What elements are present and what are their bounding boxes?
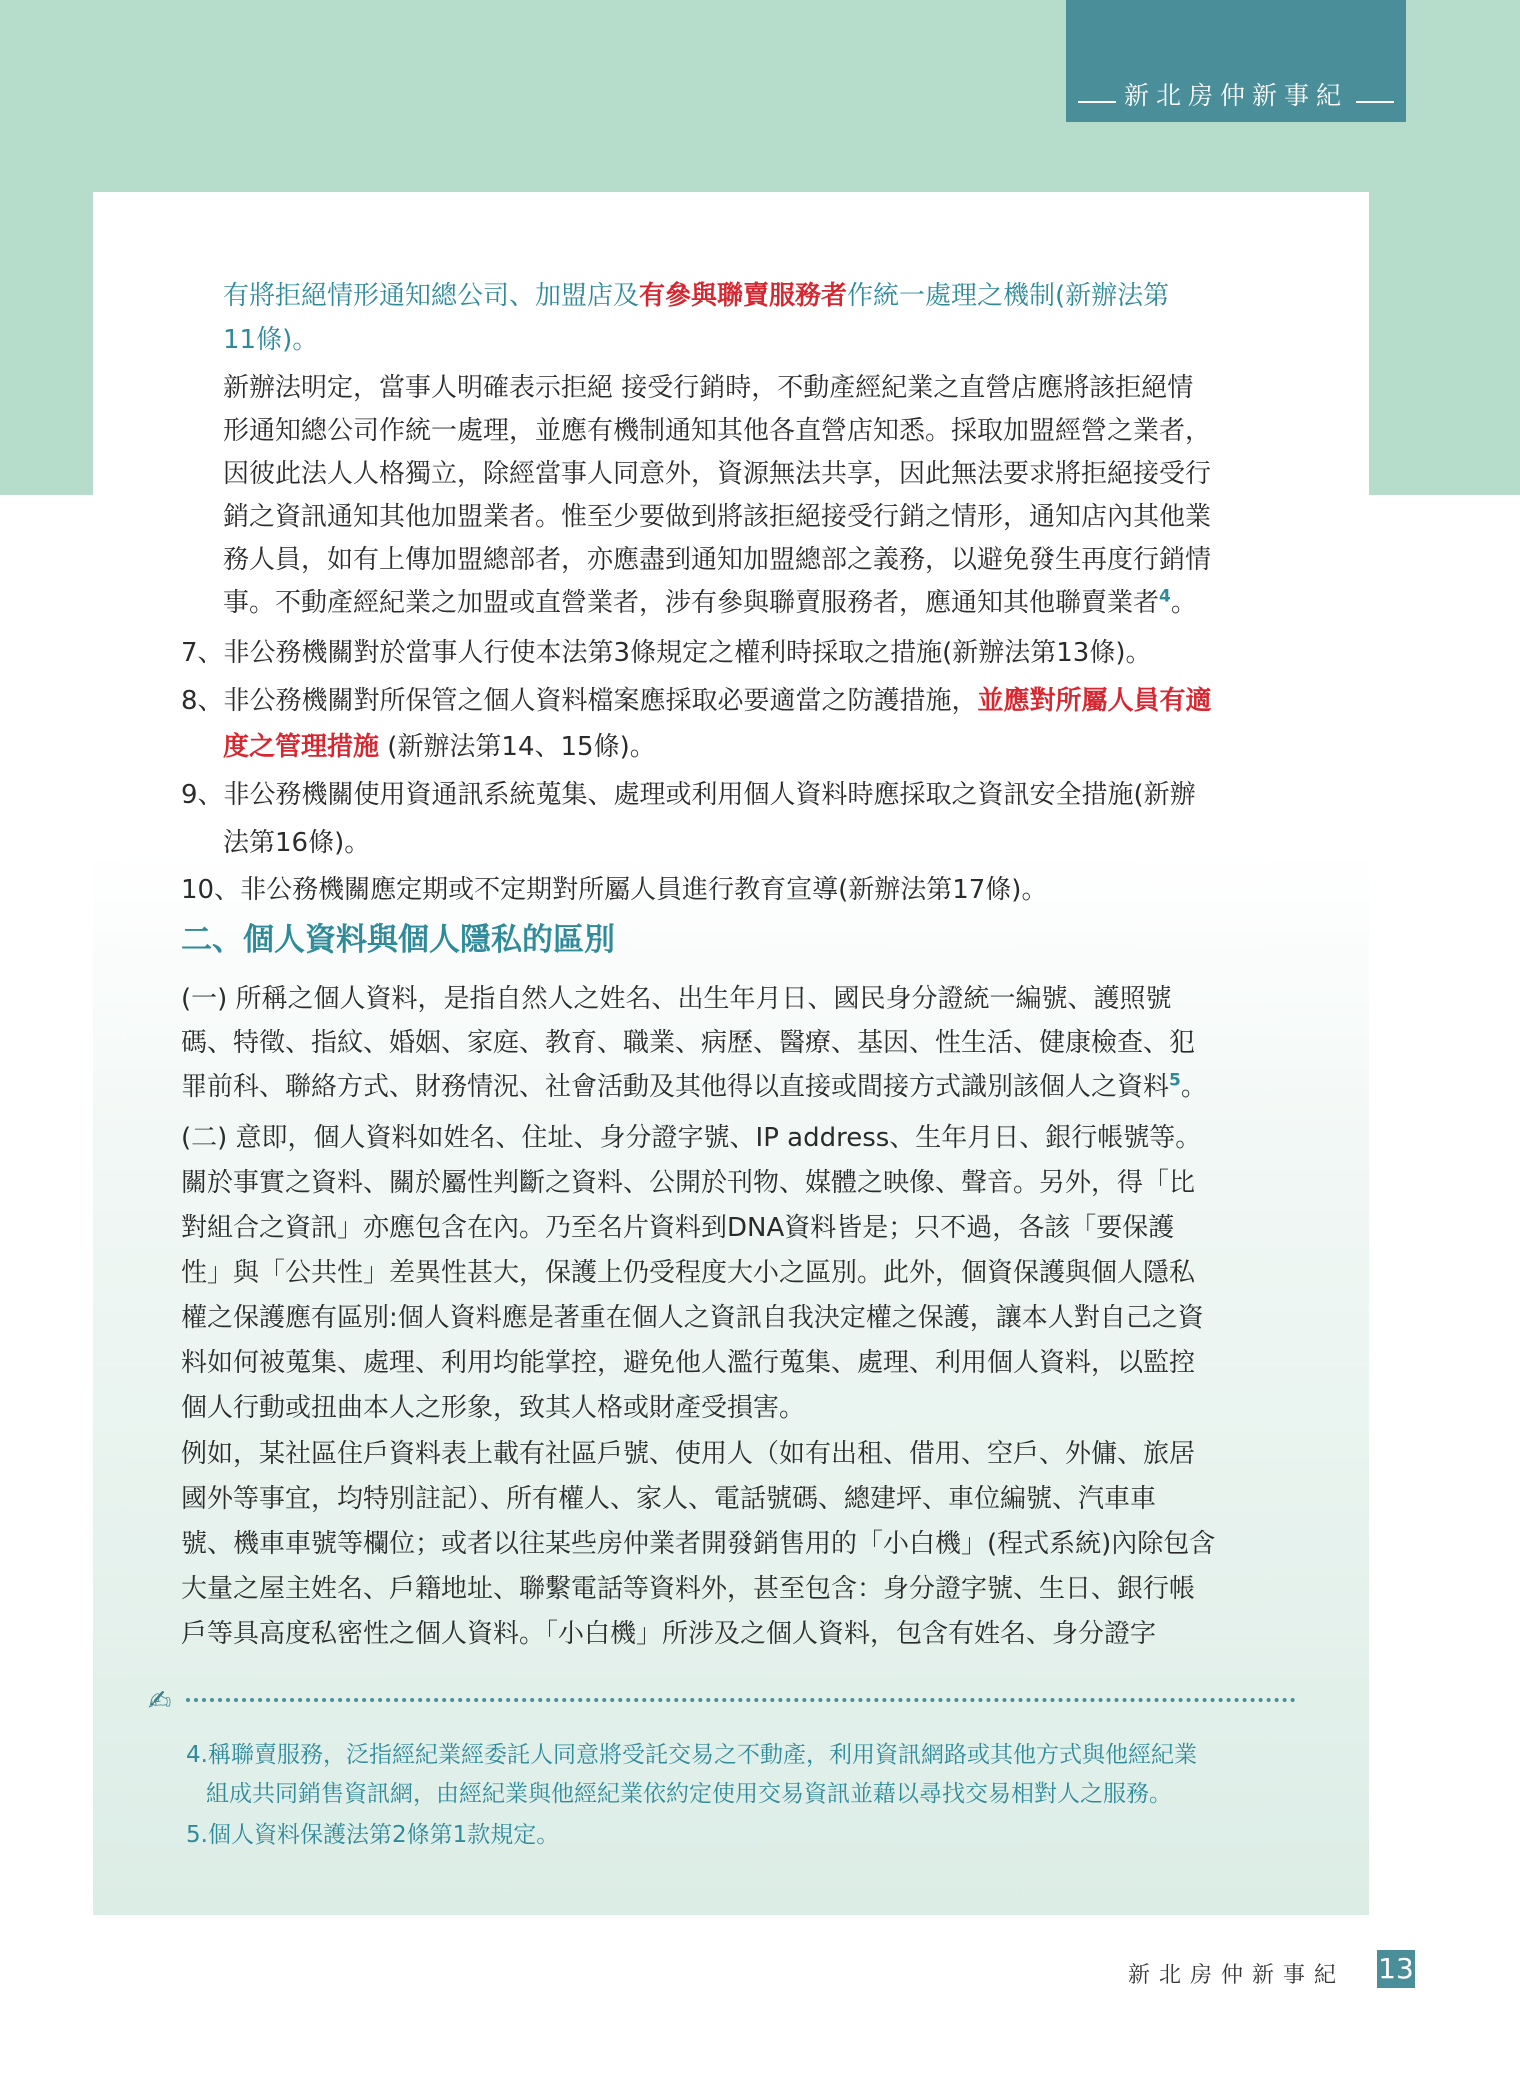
footnote-4-line1: 4.稱聯賣服務，泛指經紀業經委託人同意將受託交易之不動產，利用資訊網路或其他方式與他經紀業 bbox=[186, 1742, 1197, 1768]
p2-line3: 因彼此法人人格獨立，除經當事人同意外，資源無法共享，因此無法要求將拒絕接受行 bbox=[223, 459, 1212, 489]
pen-icon: ✍ bbox=[148, 1684, 172, 1717]
header-title: 新北房仲新事紀 bbox=[1123, 81, 1348, 110]
item-9-line1: 9、非公務機關使用資通訊系統蒐集、處理或利用個人資料時應採取之資訊安全措施(新辦 bbox=[181, 780, 1196, 810]
footnote-5: 5.個人資料保護法第2條第1款規定。 bbox=[186, 1822, 560, 1848]
s3-line4: 大量之屋主姓名、戶籍地址、聯繫電話等資料外，甚至包含：身分證字號、生日、銀行帳 bbox=[181, 1574, 1196, 1604]
s1-line2: 碼、特徵、指紋、婚姻、家庭、教育、職業、病歷、醫療、基因、性生活、健康檢查、犯 bbox=[181, 1028, 1196, 1058]
header-dash-left bbox=[1078, 101, 1116, 103]
s2-line1: (二) 意即，個人資料如姓名、住址、身分證字號、IP address、生年月日、銀行帳號等。 bbox=[181, 1123, 1202, 1153]
p2-line6: 事。不動產經紀業之加盟或直營業者，涉有參與聯賣服務者，應通知其他聯賣業者$^4$。 bbox=[223, 586, 1197, 618]
item-7: 7、非公務機關對於當事人行使本法第3條規定之權利時採取之措施(新辦法第13條)。 bbox=[181, 638, 1152, 668]
p2-line5: 務人員，如有上傳加盟總部者，亦應盡到通知加盟總部之義務，以避免發生再度行銷情 bbox=[223, 545, 1212, 575]
s2-line4: 性」與「公共性」差異性甚大，保護上仍受程度大小之區別。此外，個資保護與個人隱私 bbox=[181, 1258, 1196, 1288]
s3-line2: 國外等事宜，均特別註記）、所有權人、家人、電話號碼、總建坪、車位編號、汽車車 bbox=[181, 1484, 1157, 1514]
p2-line4: 銷之資訊通知其他加盟業者。惟至少要做到將該拒絕接受行銷之情形，通知店內其他業 bbox=[223, 502, 1212, 532]
footnote-ref-4: 4 bbox=[1159, 586, 1171, 607]
item-9-line2: 法第16條)。 bbox=[223, 828, 371, 858]
footnote-4-line2: 組成共同銷售資訊網，由經紀業與他經紀業依約定使用交易資訊並藉以尋找交易相對人之服務。 bbox=[206, 1781, 1172, 1807]
content-card bbox=[93, 192, 1369, 1915]
header-dash-right bbox=[1356, 101, 1394, 103]
s3-line1: 例如，某社區住戶資料表上載有社區戶號、使用人（如有出租、借用、空戶、外傭、旅居 bbox=[181, 1439, 1196, 1469]
s1-line1: (一) 所稱之個人資料，是指自然人之姓名、出生年月日、國民身分證統一編號、護照號 bbox=[181, 984, 1172, 1014]
p1-line2: 11條)。 bbox=[223, 325, 319, 355]
item-10: 10、非公務機關應定期或不定期對所屬人員進行教育宣導(新辦法第17條)。 bbox=[181, 875, 1048, 905]
section-heading: 二、個人資料與個人隱私的區別 bbox=[181, 922, 615, 958]
s3-line3: 號、機車車號等欄位；或者以往某些房仲業者開發銷售用的「小白機」(程式系統)內除包含 bbox=[181, 1529, 1216, 1559]
s2-line3: 對組合之資訊」亦應包含在內。乃至名片資料到DNA資料皆是；只不過，各該「要保護 bbox=[181, 1213, 1175, 1243]
s2-line6: 料如何被蒐集、處理、利用均能掌控，避免他人濫行蒐集、處理、利用個人資料，以監控 bbox=[181, 1348, 1196, 1378]
item-8-line2: 度之管理措施 (新辦法第14、15條)。 bbox=[223, 732, 656, 762]
s2-line2: 關於事實之資料、關於屬性判斷之資料、公開於刊物、媒體之映像、聲音。另外，得「比 bbox=[181, 1168, 1196, 1198]
item-8-line1: 8、非公務機關對所保管之個人資料檔案應採取必要適當之防護措施，並應對所屬人員有適 bbox=[181, 686, 1212, 716]
footnote-ref-5: 5 bbox=[1169, 1070, 1181, 1091]
s2-line7: 個人行動或扭曲本人之形象，致其人格或財產受損害。 bbox=[181, 1393, 806, 1423]
footer-title: 新北房仲新事紀 bbox=[1128, 1963, 1346, 1988]
p1-line1: 有將拒絕情形通知總公司、加盟店及有參與聯賣服務者作統一處理之機制(新辦法第 bbox=[223, 281, 1170, 311]
footnote-divider bbox=[148, 1684, 1306, 1717]
s1-line3: 罪前科、聯絡方式、財務情況、社會活動及其他得以直接或間接方式識別該個人之資料$^5$。 bbox=[181, 1070, 1207, 1102]
p2-line1: 新辦法明定，當事人明確表示拒絕 接受行銷時，不動產經紀業之直營店應將該拒絕情 bbox=[223, 373, 1194, 403]
p2-line2: 形通知總公司作統一處理，並應有機制通知其他各直營店知悉。採取加盟經營之業者， bbox=[223, 416, 1212, 446]
header-tab bbox=[1066, 0, 1406, 122]
s2-line5: 權之保護應有區別:個人資料應是著重在個人之資訊自我決定權之保護，讓本人對自己之資 bbox=[181, 1303, 1204, 1333]
s3-line5: 戶等具高度私密性之個人資料。「小白機」所涉及之個人資料，包含有姓名、身分證字 bbox=[181, 1619, 1157, 1649]
page-number: 13 bbox=[1377, 1950, 1415, 1988]
dotted-rule bbox=[186, 1698, 1296, 1702]
